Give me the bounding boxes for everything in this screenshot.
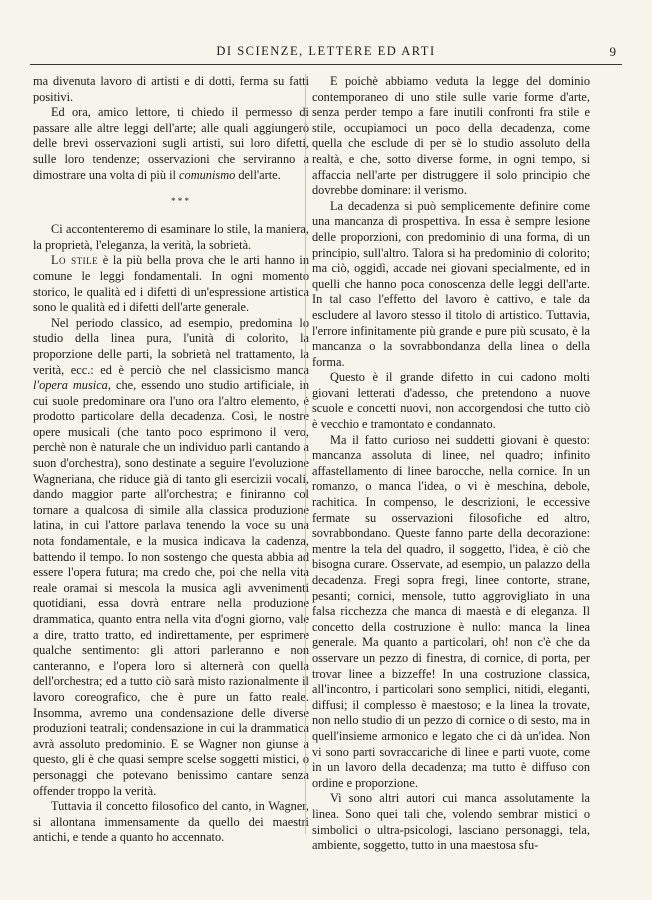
paragraph-text: è la più bella prova che le arti hanno in comune le leggi fondamentali. In ogni momento storico, le qualità ed i difetti di un'espressione artistica sono le qualità ed i difetti dell'arte generale. bbox=[33, 253, 309, 315]
header-rule bbox=[30, 64, 622, 65]
running-head: DI SCIENZE, LETTERE ED ARTI bbox=[216, 44, 436, 58]
section-asterism: * * * bbox=[171, 196, 189, 207]
paragraph: E poichè abbiamo veduta la legge del dominio contemporaneo di uno stile sulle varie forme d'arte, senza perder tempo a fare inutili confronti fra stile e stile, occupiamoci un poco della decadenza, come quella che esclude di per sè lo studio assoluto della realtà, e che, sotto diverse forme, in ogni tempo, si affaccia nell'arte per distruggere il solo principio che dovrebbe dominare: il verismo. bbox=[312, 74, 590, 198]
smallcaps-term: Lo stile bbox=[51, 253, 99, 268]
right-column bbox=[312, 74, 590, 854]
paragraph: Questo è il grande difetto in cui cadono molti giovani letterati d'adesso, che pretendono a nuove scuole e concetti nuovi, non accorgendosi che tutto ciò è vecchio e tramontato e condannato. bbox=[312, 370, 590, 432]
paragraph bbox=[33, 105, 309, 183]
page-header bbox=[34, 44, 618, 64]
paragraph-text: Ed ora, amico lettore, ti chiedo il permesso di passare alle altre leggi dell'arte; alle quali aggiungerò delle brevi osservazioni sugli artisti, sui loro difetti, sulle loro tendenze; osservazioni che serviranno a dimostrare una volta di più il bbox=[33, 105, 309, 182]
italic-term: comunismo bbox=[179, 167, 236, 182]
paragraph: La decadenza si può semplicemente definire come una mancanza di prospettiva. In essa è sempre lesione delle proporzioni, con predominio di una forma, di un principio, sull'altro. Talora si ha predominio di colorito; ma ciò, oggidì, accade nei giovani specialmente, ed in quelli che hanno poca conoscenza delle leggi dell'arte. In tal caso l'effetto del lavoro è cattivo, e tale da escludere al lavoro stesso il titolo di artistico. Tuttavia, l'errore infinitamente più grande e pure più scusato, è la mancanza o la sovrabbondanza della linea o della forma. bbox=[312, 198, 590, 369]
column-divider bbox=[305, 74, 306, 834]
paragraph bbox=[33, 253, 309, 315]
left-column bbox=[33, 74, 309, 846]
italic-term: l'opera musica bbox=[33, 378, 108, 393]
paragraph: ma divenuta lavoro di artisti e di dotti, ferma su fatti positivi. bbox=[33, 74, 309, 104]
paragraph bbox=[33, 316, 309, 799]
page-number: 9 bbox=[609, 44, 616, 59]
paragraph-text: Nel periodo classico, ad esempio, predomina lo studio della linea pura, l'unità di colorito, la proporzione delle parti, la sobrietà nel trattamento, la verità, ecc.: ed è perciò che nel classicismo manca bbox=[33, 315, 309, 377]
paragraph: Vi sono altri autori cui manca assolutamente la linea. Sono quei tali che, volendo sembrar mistici o simbolici o ultra-psicologi, lasciano personaggi, tela, ambiente, soggetto, tutto in una maestosa sfu- bbox=[312, 791, 590, 853]
paragraph: Ci accontenteremo di esaminare lo stile, la maniera, la proprietà, l'eleganza, la verità, la sobrietà. bbox=[33, 222, 309, 252]
paragraph: Ma il fatto curioso nei suddetti giovani è questo: mancanza assoluta di linee, nel quadro; infinito affastellamento di linee barocche, nella cornice. In un romanzo, o manca l'idea, o vi è meschina, debole, rachitica. In compenso, le descrizioni, le eccessive fermate su osservazioni filosofiche ed altro, sovrabbondano. Queste fanno parte della decorazione: mentre la tela del quadro, il soggetto, l'idea, è ciò che bisogna curare. Osservate, ad esempio, un palazzo della decadenza. Fregi sopra fregi, linee contorte, strane, pesanti; cornici, mensole, tutto aggrovigliato in una falsa ricchezza che manca di maestà e di eleganza. Il concetto della costruzione è nullo: manca la linea generale. Ma quanto a particolari, oh! non c'è che da osservare un pezzo di finestra, di cornice, di porta, per trovar linee a bizzeffe! In una costruzione classica, all'incontro, i particolari sono semplici, nitidi, eleganti, diffusi; il complesso è maestoso; e la linea la trovate, non nello studio di un pezzo di cornice o di sesto, ma in quell'insieme armonico e legato che ci dà un'idea. Non vi sono parti sovraccariche di linee e parti vuote, come in un lavoro della decadenza; ma tutto è diffuso con ordine e proporzione. bbox=[312, 432, 590, 790]
paragraph-text: , che, essendo uno studio artificiale, in cui suole predominare ora l'uno ora l'altro elemento, è prodotto particolare della decadenza. Così, le nostre opere musicali (che tanto poco esprimono il vero, perchè non è naturale che un individuo parli cantando a suon d'orchestra), sono destinate a seguire l'evoluzione Wagneriana, che riduce già di tanto gli esercizii vocali, dando maggior parte all'orchestra; e finiranno col tornare a qualcosa di simile alla classica produzione latina, in cui l'attore parlava tenendo la voce su una nota fondamentale, e la musica indicava la cadenza, battendo il tempo. Io non sostengo che questa abbia ad essere l'opera futura; ma credo che, poi che nella vita reale oramai si mescola la musica agli avvenimenti quotidiani, essa dovrà entrare nella produzione drammatica, quanto entra nella vita d'ogni giorno, vale a dire, tratto tratto, ed indirettamente, per esprimere qualche sentimento: gli attori parleranno e non canteranno, e l'opera loro si alternerà con quella dell'orchestra; ed a tutto ciò sarà misto razionalmente il lavoro coreografico, che è pure un fatto reale. Insomma, avremo una condensazione delle diverse produzioni teatrali; condensazione in cui la drammatica avrà assoluto predominio. E se Wagner non giunse a questo, gli è che quasi sempre scelse soggetti mistici, o personaggi che potevano benissimo cantare senza offender troppo la verità. bbox=[33, 378, 309, 798]
paragraph-text: dell'arte. bbox=[235, 167, 281, 182]
paragraph: Tuttavia il concetto filosofico del canto, in Wagner, si allontana immensamente da quello dei maestri antichi, e tende a quanto ho accennato. bbox=[33, 799, 309, 845]
